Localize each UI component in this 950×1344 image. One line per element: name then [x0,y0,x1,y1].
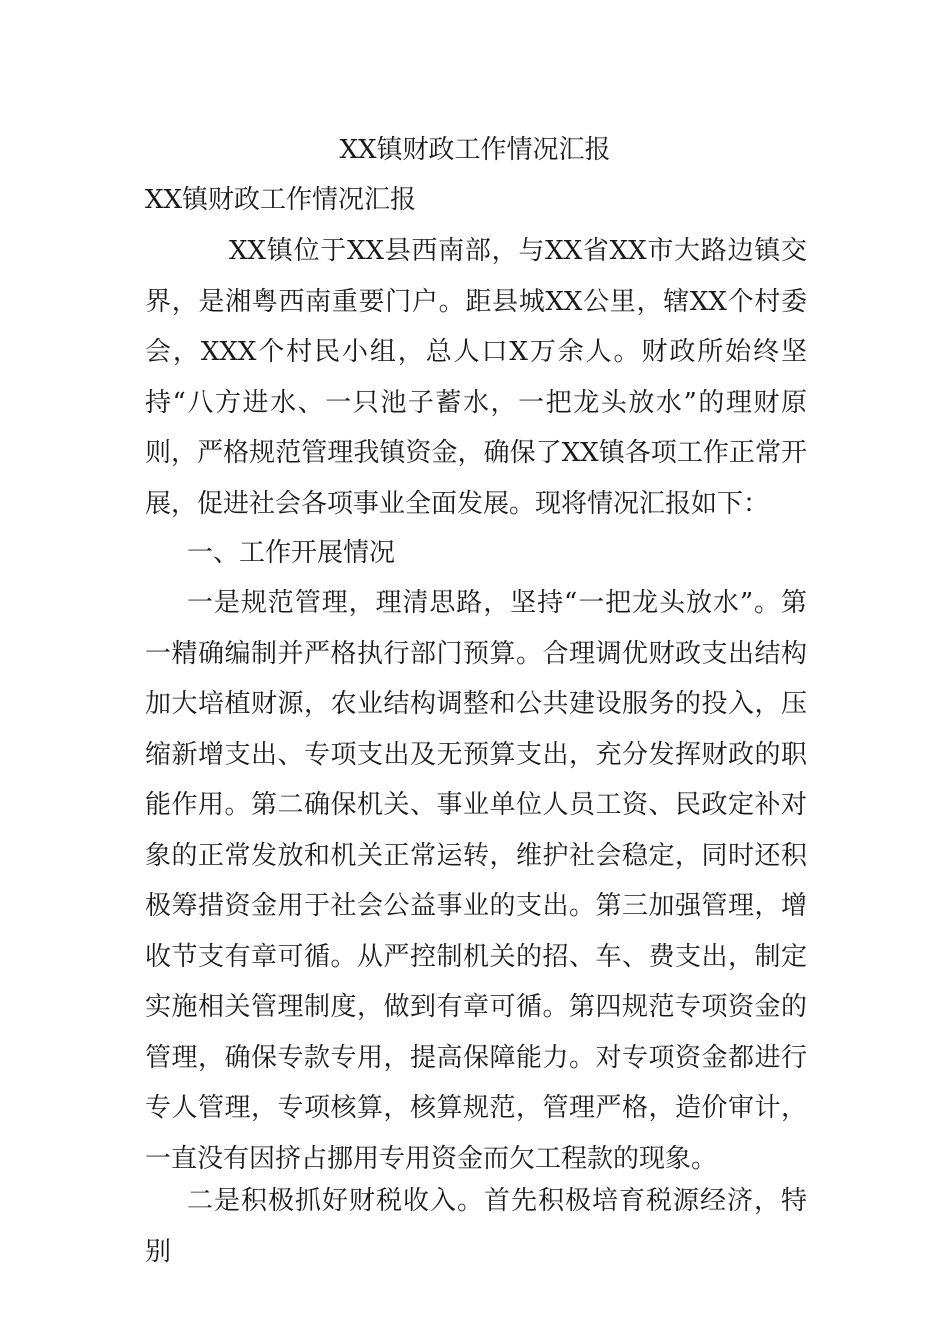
body-paragraph: 一是规范管理，理清思路，坚持“一把龙头放水”。第一精确编制并严格执行部门预算。合理调优财政支出结构加大培植财源，农业结构调整和公共建设服务的投入，压缩新增支出、专项支出及无预算支出，充分发挥财政的职能作用。第二确保机关、事业单位人员工资、民政定补对象的正常发放和机关正常运转，维护社会稳定，同时还积极筹措资金用于社会公益事业的支出。第三加强管理，增收节支有章可循。从严控制机关的招、车、费支出，制定实施相关管理制度，做到有章可循。第四规范专项资金的管理，确保专款专用，提高保障能力。对专项资金都进行专人管理，专项核算，核算规范，管理严格，造价审计，一直没有因挤占挪用专用资金而欠工程款的现象。 [145,588,807,1174]
intro-paragraph: XX镇位于XX县西南部，与XX省XX市大路边镇交界，是湘粤西南重要门户。距县城XX公里，辖XX个村委会，XXX个村民小组，总人口X万余人。财政所始终坚持“八方进水、一只池子蓄水，一把龙头放水”的理财原则，严格规范管理我镇资金，确保了XX镇各项工作正常开展，促进社会各项事业全面发展。现将情况汇报如下： [145,236,807,519]
document-subtitle: XX镇财政工作情况汇报 [145,185,417,215]
section-heading: 一、工作开展情况 [187,538,396,568]
document-title: XX镇财政工作情况汇报 [339,135,611,165]
body-paragraph: 二是积极抓好财税收入。首先积极培育税源经济，特别 [145,1186,807,1267]
